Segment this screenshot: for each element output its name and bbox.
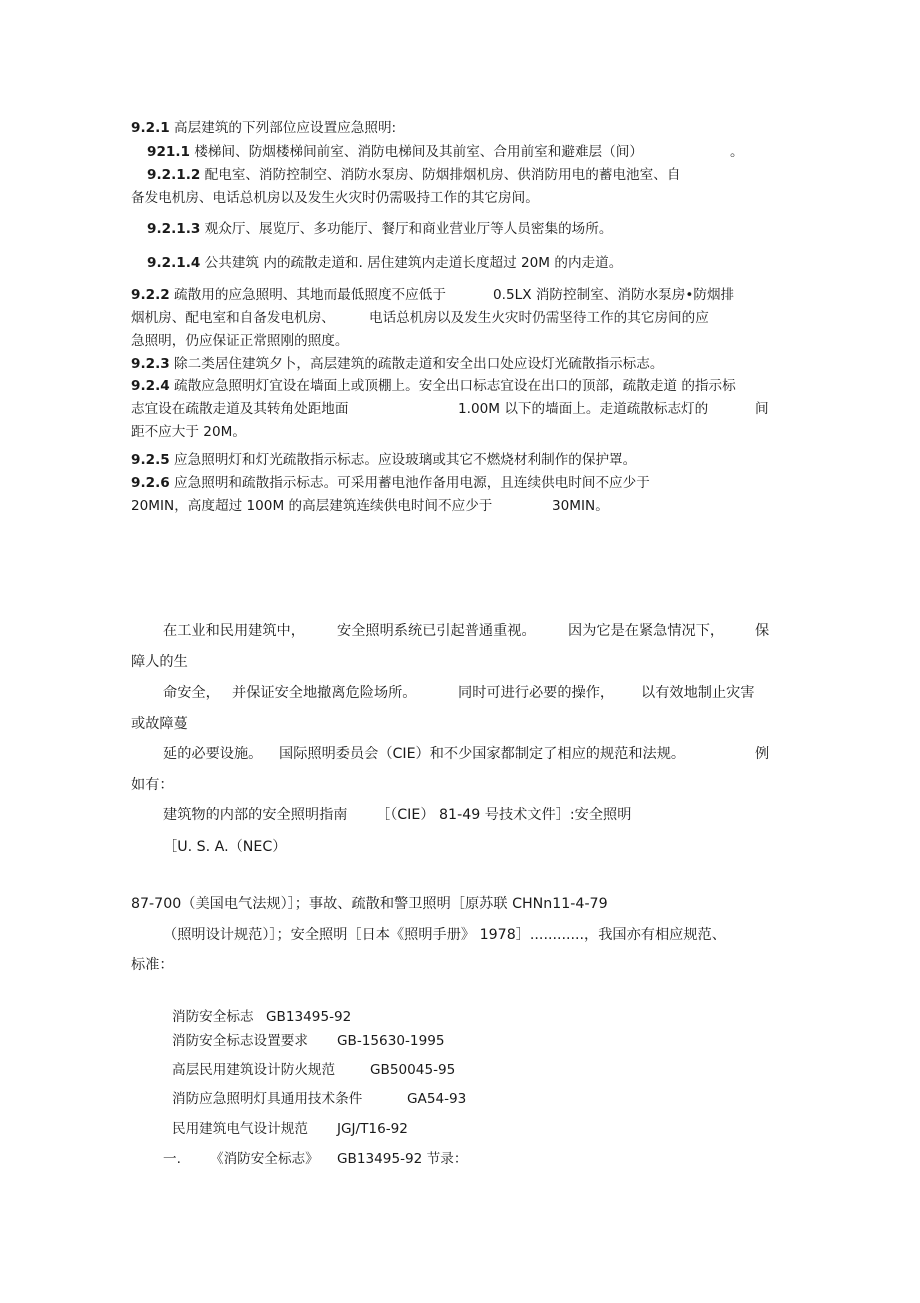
clause-9-2-1-2-line2: 备发电机房、电话总机房以及发生火灾时仍需吸持工作的其它房间。 <box>131 190 539 206</box>
clause-9-2-4-line3: 距不应大于 20M。 <box>131 424 246 440</box>
standard-item: 高层民用建筑设计防火规范 <box>172 1062 336 1078</box>
clause-9-2-4-line2c: 间 <box>755 401 769 417</box>
intro-l1b: 安全照明系统已引起普通重视。 <box>337 623 536 639</box>
intro-l8: ［U. S. A.（NEC） <box>163 839 287 855</box>
standard-code: GB13495-92 <box>266 1009 352 1025</box>
intro-l3d: 以有效地制止灾害 <box>641 685 755 701</box>
intro-l1a: 在工业和民用建筑中， <box>163 623 305 639</box>
excerpt-text: GB13495-92 节录： <box>337 1151 468 1167</box>
clause-9-2-1-3: 9.2.1.3 观众厅、展览厅、多功能厅、餐厅和商业营业厅等人员密集的场所。 <box>147 221 613 237</box>
intro-l7b: ［（CIE） 81-49 号技术文件］:安全照明 <box>376 807 632 823</box>
intro-l3a: 命安全， <box>163 685 220 701</box>
clause-9-2-1-1: 921.1 楼梯间、防烟楼梯间前室、消防电梯间及其前室、合用前室和避难层（间） <box>147 144 643 160</box>
intro-l1d: 保 <box>755 623 770 639</box>
clause-9-2-2: 9.2.2 疏散用的应急照明、其地而最低照度不应低于 <box>131 287 446 303</box>
standard-code: JGJ/T16-92 <box>337 1121 408 1137</box>
intro-l3c: 同时可进行必要的操作， <box>458 685 615 701</box>
clause-9-2-6: 9.2.6 应急照明和疏散指示标志。可采用蓄电池作备用电源，且连续供电时间不应少于 <box>131 475 650 491</box>
standard-item: 消防安全标志设置要求 <box>172 1033 308 1049</box>
intro-l5b: 国际照明委员会（CIE）和不少国家都制定了相应的规范和法规。 <box>279 746 686 762</box>
standard-code: GA54-93 <box>407 1091 467 1107</box>
intro-l5a: 延的必要设施。 <box>163 746 263 762</box>
clause-9-2-2-line3: 急照明，仍应保证正常照刚的照度。 <box>131 333 349 349</box>
intro-l4: 或故障蔓 <box>131 716 188 732</box>
clause-9-2-6-line2a: 20MIN，高度超过 100M 的高层建筑连续供电时间不应少于 <box>131 498 493 514</box>
standard-code: GB50045-95 <box>370 1062 456 1078</box>
excerpt-num: 一. <box>163 1151 181 1167</box>
standard-item: 民用建筑电气设计规范 <box>172 1121 308 1137</box>
clause-9-2-2-line1b: 0.5LX 消防控制室、消防水泵房•防烟排 <box>493 287 735 303</box>
clause-9-2-4: 9.2.4 疏散应急照明灯宜设在墙面上或顶棚上。安全出口标志宜设在出口的顶部，疏散走道 的指示标 <box>131 378 736 394</box>
clause-9-2-4-line2a: 志宜设在疏散走道及其转角处距地面 <box>131 401 349 417</box>
standard-code: GB-15630-1995 <box>337 1033 445 1049</box>
clause-9-2-1-2: 9.2.1.2 配电室、消防控制空、消防水泵房、防烟排烟机房、供消防用电的蓄电池室、自 <box>147 167 681 183</box>
clause-9-2-6-line2b: 30MIN。 <box>552 498 609 514</box>
intro-l2: 障人的生 <box>131 654 188 670</box>
excerpt-title: 《消防安全标志》 <box>210 1151 319 1167</box>
clause-9-2-3: 9.2.3 除二类居住建筑夕卜，高层建筑的疏散走道和安全出口处应设灯光硫散指示标志。 <box>131 356 664 372</box>
clause-9-2-5: 9.2.5 应急照明灯和灯光疏散指示标志。应设玻璃或其它不燃烧材利制作的保护罩。 <box>131 452 637 468</box>
standard-item: 消防应急照明灯具通用技术条件 <box>172 1091 363 1107</box>
intro-l6: 如有： <box>131 777 174 793</box>
intro-l9: 87-700（美国电气法规）］；事故、疏散和警卫照明［原苏联 CHNn11-4-79 <box>131 896 608 912</box>
clause-9-2-2-line2b: 电话总机房以及发生火灾时仍需坚待工作的其它房间的应 <box>369 310 709 326</box>
clause-9-2-1-1-end: 。 <box>730 144 744 160</box>
intro-l3b: 并保证安全地撤离危险场所。 <box>232 685 417 701</box>
clause-9-2-4-line2b: 1.00M 以下的墙面上。走道疏散标志灯的 <box>458 401 709 417</box>
clause-9-2-2-line2a: 烟机房、配电室和自备发电机房、 <box>131 310 335 326</box>
intro-l11: 标准： <box>131 957 174 973</box>
clause-9-2-1-4: 9.2.1.4 公共建筑 内的疏散走道和. 居住建筑内走道长度超过 20M 的内走道。 <box>147 255 623 271</box>
intro-l7a: 建筑物的内部的安全照明指南 <box>163 807 348 823</box>
intro-l10: （照明设计规范）］；安全照明［日本《照明手册》 1978］............，我国亦有相应规范、 <box>163 927 726 943</box>
intro-l5c: 例 <box>755 746 770 762</box>
clause-9-2-1: 9.2.1 高层建筑的下列部位应设置应急照明: <box>131 120 397 136</box>
intro-l1c: 因为它是在紧急情况下， <box>568 623 725 639</box>
standard-item: 消防安全标志 <box>172 1009 254 1025</box>
